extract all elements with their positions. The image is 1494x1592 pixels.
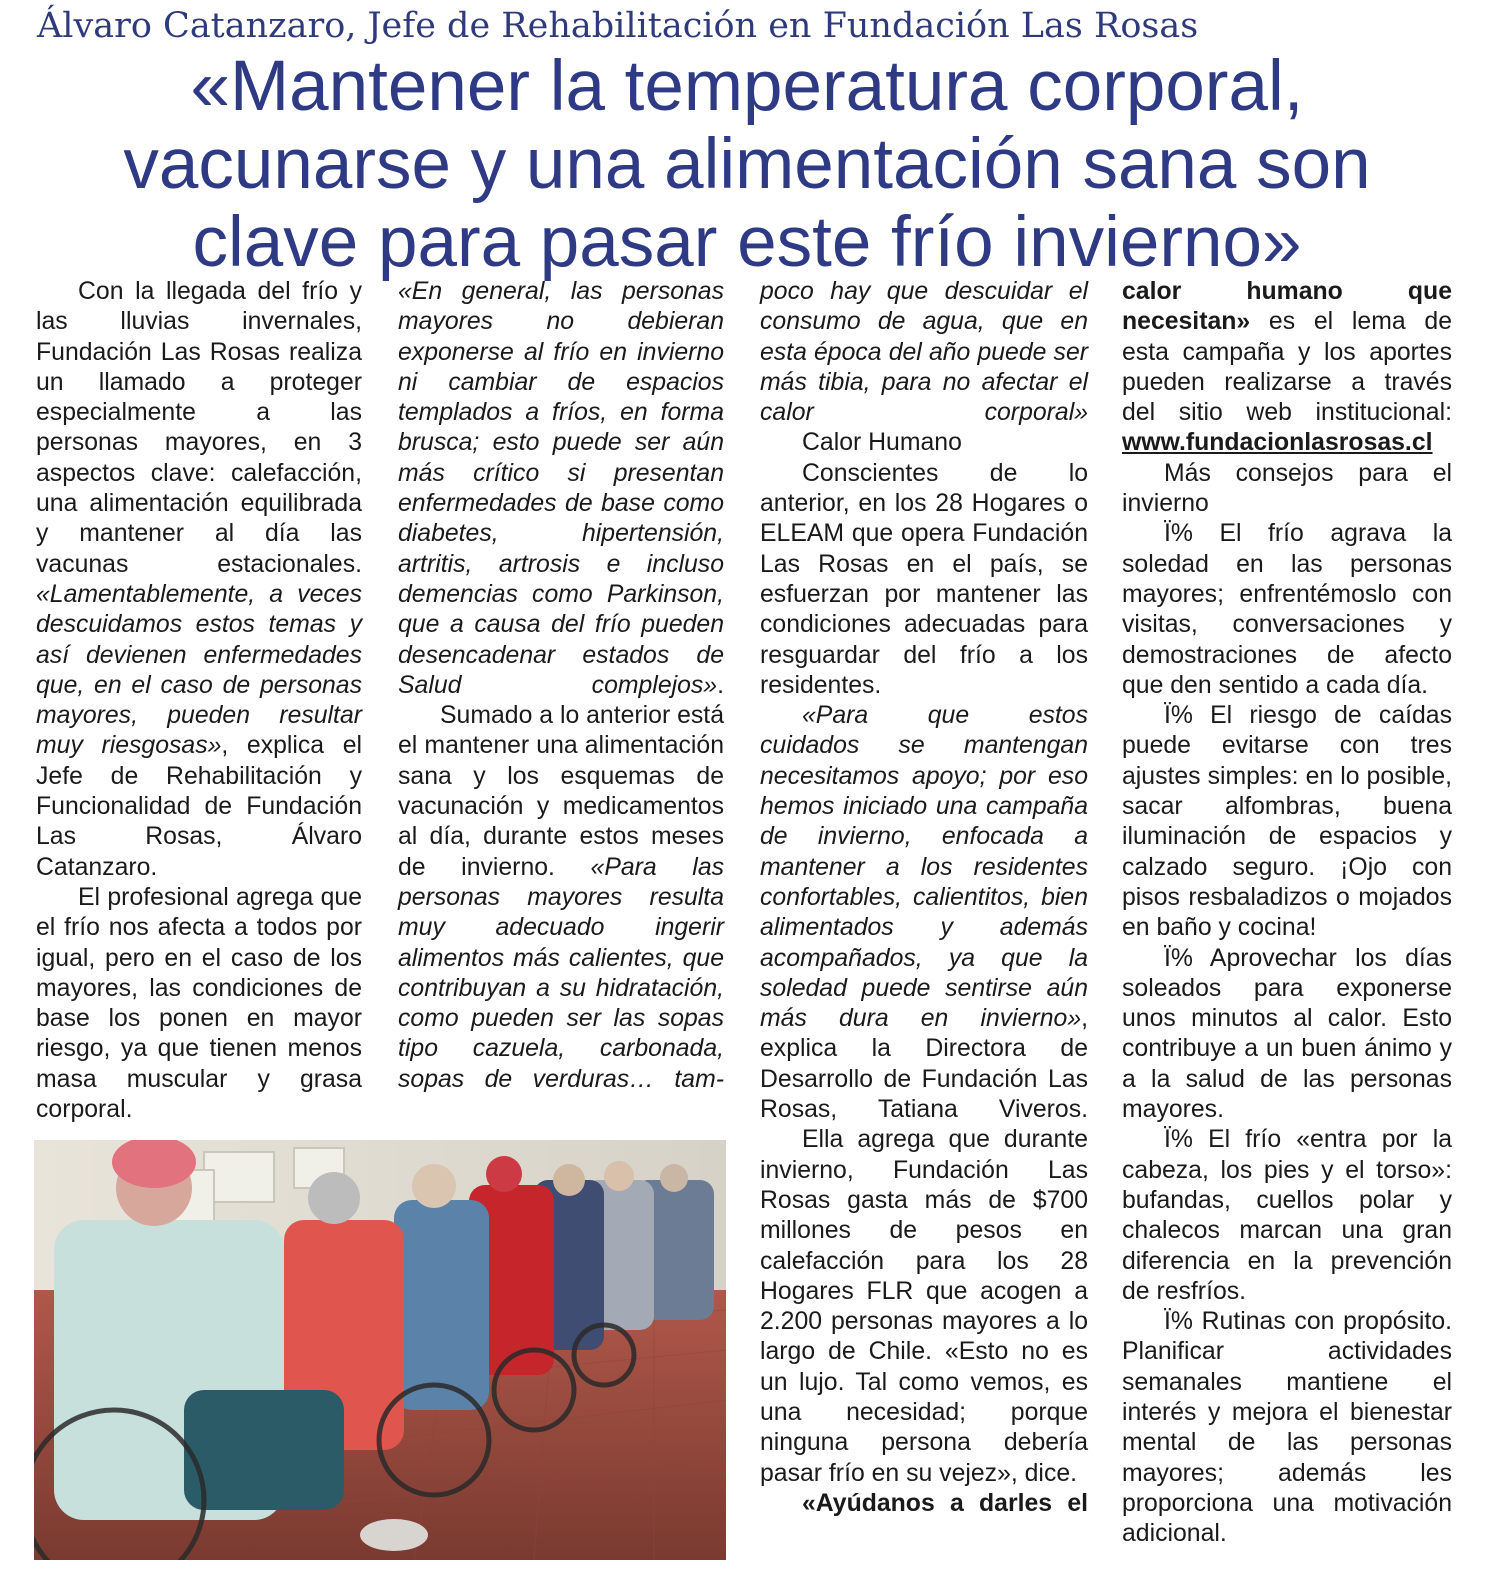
paragraph: Sumado a lo anterior está el mantener una alimentación sana y los esquemas de vacunación y medicamentos al día, durante estos meses de invierno. «Para las personas mayores resulta muy adecuado ingerir alimentos más calientes, que contribuyan a su hidratación, como pueden ser las sopas tipo cazuela, carbonada, sopas de verduras… tam- [398, 702, 725, 1093]
photo-illustration [34, 1140, 726, 1560]
website-link[interactable]: www.fundacionlasrosas.cl [1122, 429, 1433, 457]
article-photo [34, 1140, 726, 1560]
tip-item: Ï% Aprovechar los días soleados para exponerse unos minutos al calor. Esto contribuye a un buen ánimo y a la salud de las personas mayores. [1122, 944, 1452, 1124]
headline-line: clave para pasar este frío invierno» [192, 203, 1302, 282]
article-kicker: Álvaro Catanzaro, Jefe de Rehabilitación en Fundación Las Rosas [37, 6, 1199, 46]
paragraph: calor humano que necesitan» es el lema de esta campaña y los aportes pueden realizarse a través del sitio web institucional: www.fundacionlasrosas.cl [1122, 278, 1452, 457]
paragraph: Conscientes de lo anterior, en los 28 Hogares o ELEAM que opera Fundación Las Rosas en el país, se esfuerzan por mantener las condiciones adecuadas para resguardar del frío a los residentes. [760, 459, 1088, 699]
paragraph: El profesional agrega que el frío nos afecta a todos por igual, pero en el caso de los mayores, las condiciones de base los ponen en mayor riesgo, ya que tienen menos masa muscular y grasa corporal. [36, 883, 362, 1124]
paragraph: Con la llegada del frío y las lluvias invernales, Fundación Las Rosas realiza un llamado a proteger especialmente a las personas mayores, en 3 aspectos clave: calefacción, una alimentación equilibrada y mantener al día las vacunas estacionales. «Lamentablemente, a veces descuidamos estos temas y así devienen enfermedades que, en el caso de personas mayores, pueden resultar muy riesgosas», explica el Jefe de Rehabilitación y Funcionalidad de Fundación Las Rosas, Álvaro Catanzaro. [36, 278, 363, 881]
article-column-3 [760, 277, 1088, 1519]
article-column-2 [398, 277, 724, 1095]
paragraph: «En general, las personas mayores no debieran exponerse al frío en invierno ni cambiar de espacios templados a fríos, en forma brusca; esto puede ser aún más crítico si presentan enfermedades de base como diabetes, hipertensión, artritis, artrosis e incluso demencias como Parkinson, que a causa del frío pueden desencadenar estados de Salud complejos». [398, 278, 724, 699]
article-column-1 [36, 277, 362, 1125]
paragraph: «Para que estos cuidados se mantengan necesitamos apoyo; por eso hemos iniciado una campaña de invierno, enfocada a mantener a los residentes confortables, calientitos, bien alimentados y además acompañados, ya que la soledad puede sentirse aún más dura en invierno», explica la Directora de Desarrollo de Fundación Las Rosas, Tatiana Viveros. [760, 702, 1088, 1124]
article-headline [20, 48, 1474, 282]
headline-line: vacunarse y una alimentación sana son [123, 125, 1371, 204]
subhead: Calor Humano [802, 429, 962, 457]
tip-item: Ï% El frío agrava la soledad en las personas mayores; enfrentémoslo con visitas, conversaciones y demostraciones de afecto que den sentido a cada día. [1122, 520, 1452, 699]
article-column-4 [1122, 277, 1452, 1549]
paragraph: poco hay que descuidar el consumo de agua, que en esta época del año puede ser más tibia, para no afectar el calor corporal» [760, 278, 1088, 427]
paragraph: «Ayúdanos a darles el [802, 1489, 1088, 1517]
tip-item: Ï% Rutinas con propósito. Planificar actividades semanales mantiene el interés y mejora el bienestar mental de las personas mayores; además les proporciona una motivación adicional. [1122, 1308, 1452, 1548]
paragraph: Ella agrega que durante invierno, Fundación Las Rosas gasta más de $700 millones de pesos en calefacción para los 28 Hogares FLR que acogen a 2.200 personas mayores a lo largo de Chile. «Esto no es un lujo. Tal como vemos, es una necesidad; porque ninguna persona debería pasar frío en su vejez», dice. [760, 1126, 1088, 1487]
headline-line: «Mantener la temperatura corporal, [190, 47, 1304, 126]
tip-item: Ï% El riesgo de caídas puede evitarse con tres ajustes simples: en lo posible, sacar alfombras, buena iluminación de espacios y calzado seguro. ¡Ojo con pisos resbaladizos o mojados en baño y cocina! [1122, 702, 1452, 942]
tip-item: Ï% El frío «entra por la cabeza, los pies y el torso»: bufandas, cuellos polar y chalecos marcan una gran diferencia en la prevención de resfríos. [1122, 1126, 1452, 1305]
tips-title: Más consejos para el invierno [1122, 459, 1452, 518]
